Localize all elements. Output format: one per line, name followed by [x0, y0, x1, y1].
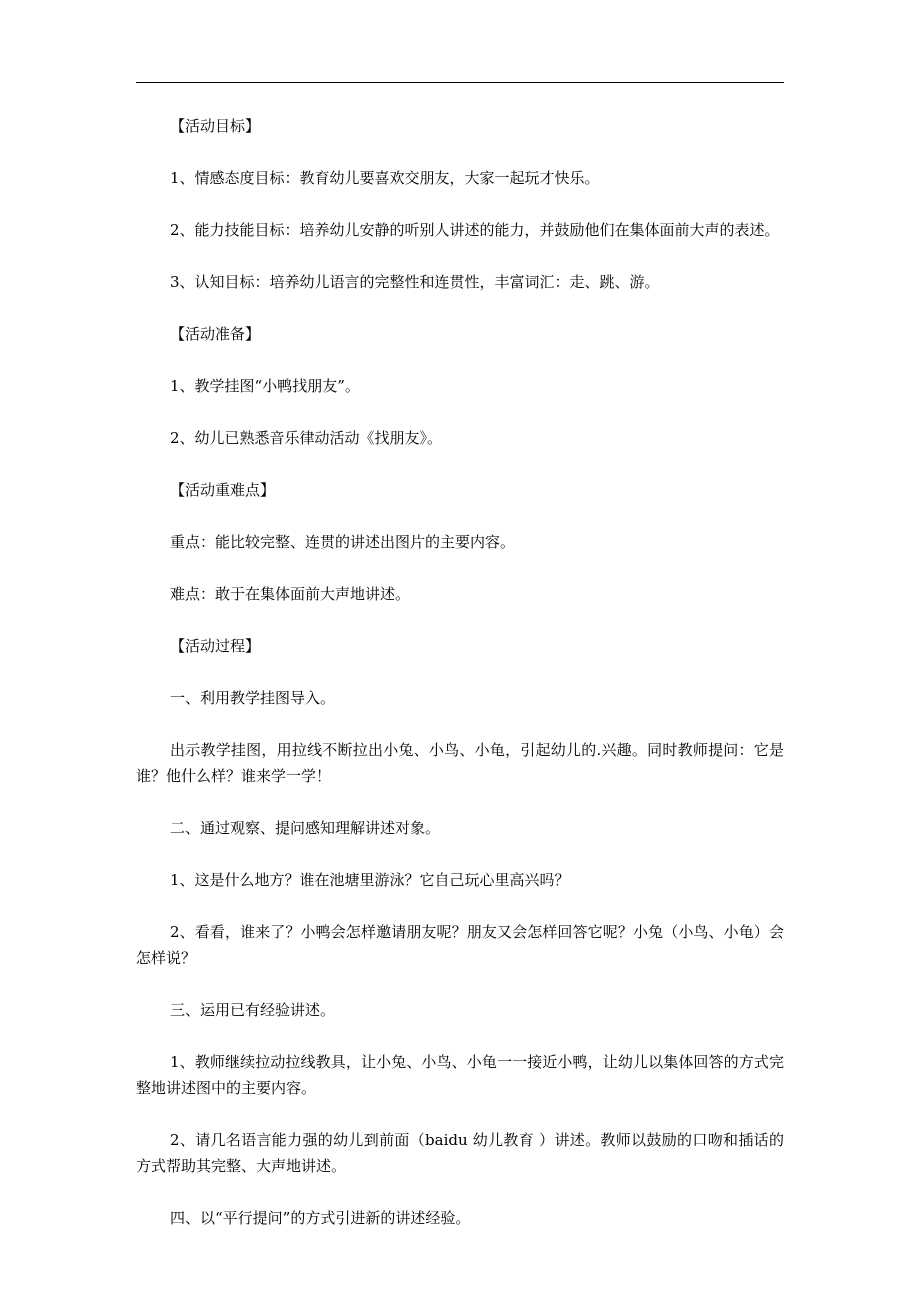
paragraph: 2、能力技能目标：培养幼儿安静的听别人讲述的能力，并鼓励他们在集体面前大声的表述。: [170, 221, 780, 239]
paragraph: 四、以“平行提问”的方式引进新的讲述经验。: [170, 1209, 471, 1227]
paragraph: 二、通过观察、提问感知理解讲述对象。: [170, 819, 441, 837]
section-heading-key-points: 【活动重难点】: [170, 481, 276, 499]
paragraph: 1、这是什么地方？谁在池塘里游泳？它自己玩心里高兴吗？: [170, 871, 570, 889]
header-divider: [136, 82, 784, 83]
paragraph: 重点：能比较完整、连贯的讲述出图片的主要内容。: [170, 533, 516, 551]
section-heading-goals: 【活动目标】: [170, 117, 261, 135]
paragraph: 1、教学挂图“小鸭找朋友”。: [170, 377, 360, 395]
paragraph: 三、运用已有经验讲述。: [170, 1001, 336, 1019]
paragraph: 一、利用教学挂图导入。: [170, 689, 336, 707]
section-heading-preparation: 【活动准备】: [170, 325, 261, 343]
paragraph: 2、幼儿已熟悉音乐律动活动《找朋友》。: [170, 429, 443, 447]
paragraph: 3、认知目标：培养幼儿语言的完整性和连贯性，丰富词汇：走、跳、游。: [170, 273, 660, 291]
paragraph: 1、教师继续拉动拉线教具，让小兔、小鸟、小龟一一接近小鸭，让幼儿以集体回答的方式完整地讲述图中的主要内容。: [136, 1053, 784, 1097]
paragraph: 难点：敢于在集体面前大声地讲述。: [170, 585, 411, 603]
paragraph: 出示教学挂图，用拉线不断拉出小兔、小鸟、小龟，引起幼儿的.兴趣。同时教师提问：它是谁？他什么样？谁来学一学！: [136, 741, 784, 785]
document-body: [136, 113, 784, 1257]
paragraph: 2、请几名语言能力强的幼儿到前面（baidu 幼儿教育 ）讲述。教师以鼓励的口吻和插话的方式帮助其完整、大声地讲述。: [136, 1131, 784, 1175]
section-heading-process: 【活动过程】: [170, 637, 261, 655]
paragraph: 2、看看，谁来了？小鸭会怎样邀请朋友呢？朋友又会怎样回答它呢？小兔（小鸟、小龟）会怎样说？: [136, 923, 784, 967]
paragraph: 1、情感态度目标：教育幼儿要喜欢交朋友，大家一起玩才快乐。: [170, 169, 600, 187]
